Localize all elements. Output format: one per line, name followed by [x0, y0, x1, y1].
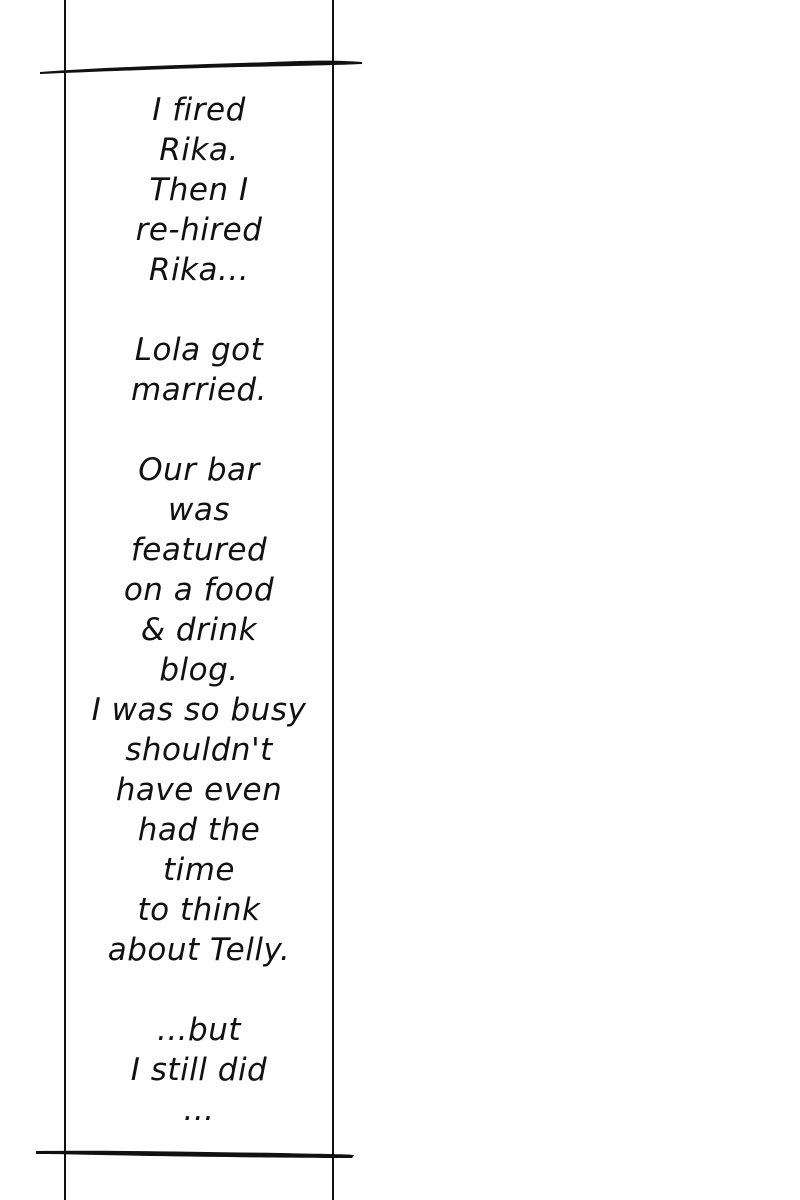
caption-line: re-hired [135, 212, 263, 248]
caption-line: time [162, 852, 236, 888]
caption-line: I still did [130, 1052, 268, 1088]
caption-line: about Telly. [107, 932, 291, 968]
caption-gap [66, 970, 332, 1010]
caption-line: ... [183, 1092, 215, 1128]
caption-line: featured [130, 532, 268, 568]
caption-line: I fired [152, 92, 246, 128]
caption-line: Lola got [134, 332, 264, 368]
caption-line: Rika... [148, 252, 250, 288]
bottom-brush-stroke [36, 1151, 354, 1158]
caption-line: Rika. [159, 132, 239, 168]
narration-caption [66, 90, 332, 1130]
caption-line: was [167, 492, 230, 528]
caption-line: married. [131, 372, 267, 408]
top-brush-stroke [40, 61, 362, 74]
caption-line: had the [137, 812, 261, 848]
caption-line: Then I [149, 172, 249, 208]
caption-line: Our bar [138, 452, 260, 488]
caption-line: blog. [159, 652, 239, 688]
caption-line: & drink [140, 612, 258, 648]
caption-gap [66, 290, 332, 330]
caption-line: have even [115, 772, 283, 808]
caption-gap [66, 410, 332, 450]
caption-line: I was so busy [91, 692, 307, 728]
caption-line: on a food [123, 572, 275, 608]
caption-line: shouldn't [125, 732, 273, 768]
caption-line: ...but [156, 1012, 242, 1048]
caption-line: to think [137, 892, 261, 928]
